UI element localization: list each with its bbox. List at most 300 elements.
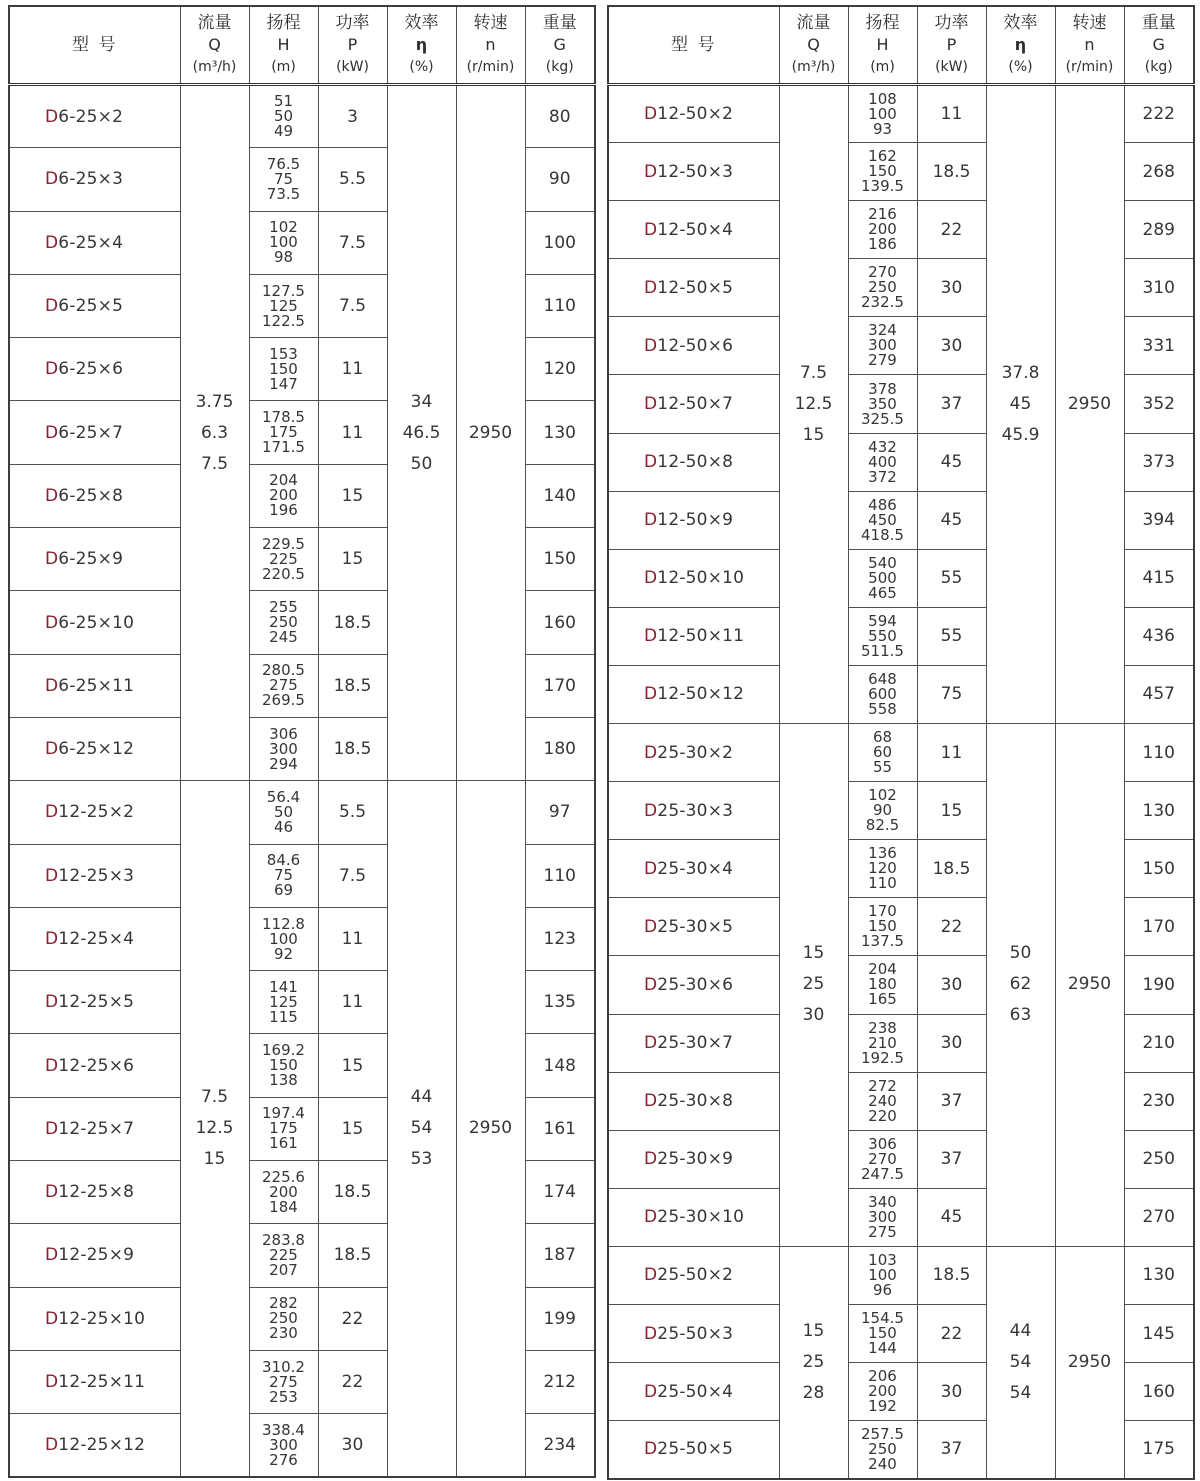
- header-power-name: 功率: [335, 13, 370, 33]
- power-value: 22: [917, 201, 986, 259]
- head-cell: [848, 898, 917, 956]
- flow-cell: [779, 724, 848, 1247]
- head-value: 306: [269, 724, 298, 743]
- flow-value: 25: [802, 974, 825, 995]
- header-power-unit: (kW): [935, 59, 968, 75]
- power-value: 18.5: [318, 717, 387, 780]
- head-value: 165: [868, 990, 897, 1009]
- power-value: 37: [917, 375, 986, 433]
- head-value: 279: [868, 351, 897, 370]
- head-value: 270: [868, 263, 897, 282]
- weight-value: 212: [525, 1350, 595, 1413]
- header-weight-symbol: G: [553, 35, 566, 54]
- header-weight-unit: (kg): [1144, 59, 1173, 75]
- power-value: 18.5: [917, 840, 986, 898]
- power-value: 22: [917, 1304, 986, 1362]
- power-value: 30: [917, 317, 986, 375]
- head-cell: [848, 782, 917, 840]
- head-cell: [249, 1161, 318, 1224]
- model-cell: [608, 491, 779, 549]
- head-value: 102: [269, 218, 298, 237]
- speed-cell: [1055, 1246, 1124, 1478]
- weight-value: 210: [1124, 1014, 1194, 1072]
- model-name: D12-50×8: [644, 452, 734, 473]
- efficiency-cell: [387, 781, 456, 1477]
- header-efficiency-symbol: η: [1014, 35, 1027, 54]
- header-efficiency-name: 效率: [1003, 13, 1038, 33]
- head-value: 175: [269, 1119, 298, 1138]
- table-row: [608, 724, 1194, 782]
- head-cell: [249, 1287, 318, 1350]
- power-value: 11: [318, 971, 387, 1034]
- head-value: 225: [269, 549, 298, 568]
- model-name: D6-25×4: [45, 232, 124, 253]
- head-value: 55: [872, 758, 893, 777]
- power-value: 55: [917, 549, 986, 607]
- header-power-symbol: P: [347, 35, 358, 54]
- model-name: D12-25×8: [45, 1182, 135, 1203]
- flow-value: 15: [802, 425, 825, 446]
- power-value: 11: [917, 724, 986, 782]
- head-value: 100: [269, 233, 298, 252]
- flow-value: 12.5: [195, 1118, 234, 1139]
- head-value: 230: [269, 1324, 298, 1343]
- header-head: [848, 6, 917, 85]
- model-cell: [608, 782, 779, 840]
- model-name: D12-25×3: [45, 865, 135, 886]
- head-cell: [848, 259, 917, 317]
- head-value: 103: [868, 1250, 897, 1269]
- header-speed: [1055, 6, 1124, 85]
- model-name: D12-25×4: [45, 929, 135, 949]
- head-value: 93: [872, 119, 893, 138]
- speed-value: 2950: [1067, 394, 1112, 415]
- head-value: 192: [868, 1397, 897, 1416]
- flow-value: 6.3: [200, 422, 229, 443]
- head-cell: [848, 1130, 917, 1188]
- power-value: 5.5: [318, 148, 387, 211]
- weight-value: 148: [525, 1034, 595, 1097]
- power-value: 18.5: [318, 1224, 387, 1287]
- power-value: 15: [917, 782, 986, 840]
- efficiency-value: 44: [1009, 1320, 1032, 1341]
- model-cell: [9, 1224, 180, 1287]
- weight-value: 170: [525, 654, 595, 717]
- model-name: D6-25×8: [45, 485, 124, 506]
- weight-value: 175: [1124, 1421, 1194, 1479]
- model-name: D25-30×2: [644, 742, 734, 763]
- header-efficiency-unit: (%): [409, 59, 434, 75]
- head-value: 137.5: [861, 932, 904, 951]
- head-value: 340: [868, 1192, 897, 1211]
- weight-value: 140: [525, 464, 595, 527]
- head-value: 338.4: [262, 1420, 305, 1439]
- flow-value: 7.5: [799, 363, 828, 384]
- head-value: 153: [269, 344, 298, 363]
- header-speed: [456, 6, 525, 85]
- head-value: 150: [269, 1056, 298, 1075]
- head-cell: [249, 401, 318, 464]
- head-value: 144: [868, 1339, 897, 1358]
- model-cell: [608, 143, 779, 201]
- power-value: 37: [917, 1421, 986, 1479]
- weight-value: 160: [1124, 1363, 1194, 1421]
- weight-value: 268: [1124, 143, 1194, 201]
- flow-value: 28: [802, 1382, 825, 1403]
- model-cell: [608, 317, 779, 375]
- head-value: 184: [269, 1197, 298, 1216]
- head-value: 294: [269, 754, 298, 773]
- head-value: 594: [868, 611, 897, 630]
- head-value: 162: [868, 147, 897, 166]
- head-value: 324: [868, 321, 897, 340]
- head-cell: [249, 528, 318, 591]
- head-cell: [848, 549, 917, 607]
- header-head-symbol: H: [277, 35, 290, 54]
- head-value: 46: [273, 817, 294, 836]
- efficiency-cell: [986, 1246, 1055, 1478]
- model-name: D25-30×3: [644, 800, 734, 821]
- flow-value: 25: [802, 1351, 825, 1372]
- model-cell: [608, 1363, 779, 1421]
- head-value: 127.5: [262, 281, 305, 300]
- head-value: 75: [273, 866, 294, 885]
- weight-value: 170: [1124, 898, 1194, 956]
- model-cell: [608, 375, 779, 433]
- flow-cell: [180, 781, 249, 1477]
- head-cell: [249, 781, 318, 844]
- model-cell: [608, 1130, 779, 1188]
- model-cell: [9, 1161, 180, 1224]
- weight-value: 150: [525, 528, 595, 591]
- head-cell: [848, 1421, 917, 1479]
- weight-value: 250: [1124, 1130, 1194, 1188]
- model-cell: [608, 724, 779, 782]
- table-row: [9, 781, 595, 844]
- power-value: 75: [917, 665, 986, 723]
- flow-value: 15: [203, 1149, 226, 1170]
- head-value: 200: [269, 1182, 298, 1201]
- head-value: 170: [868, 902, 897, 921]
- model-cell: [9, 1034, 180, 1097]
- head-value: 175: [269, 423, 298, 442]
- efficiency-value: 45.9: [1001, 425, 1040, 446]
- power-value: 11: [917, 85, 986, 143]
- power-value: 30: [318, 1414, 387, 1477]
- head-cell: [848, 1072, 917, 1130]
- header-power-unit: (kW): [336, 59, 369, 75]
- efficiency-value: 50: [1009, 943, 1032, 964]
- efficiency-value: 37.8: [1001, 363, 1040, 384]
- head-value: 178.5: [262, 408, 305, 427]
- header-efficiency: [387, 6, 456, 85]
- spec-table-left: [8, 5, 596, 1478]
- head-cell: [848, 433, 917, 491]
- head-value: 540: [868, 553, 897, 572]
- head-value: 110: [868, 874, 897, 893]
- model-cell: [608, 956, 779, 1014]
- head-value: 372: [868, 467, 897, 486]
- power-value: 45: [917, 433, 986, 491]
- model-cell: [9, 274, 180, 337]
- head-value: 69: [273, 881, 294, 900]
- power-value: 15: [318, 464, 387, 527]
- header-flow-unit: (m³/h): [192, 59, 237, 75]
- model-cell: [9, 1350, 180, 1413]
- head-cell: [848, 724, 917, 782]
- weight-value: 199: [525, 1287, 595, 1350]
- head-cell: [249, 1097, 318, 1160]
- table-row: [608, 85, 1194, 143]
- head-value: 257.5: [861, 1424, 904, 1443]
- head-value: 92: [273, 944, 294, 963]
- flow-cell: [180, 85, 249, 781]
- power-value: 7.5: [318, 274, 387, 337]
- power-value: 22: [318, 1350, 387, 1413]
- head-value: 210: [868, 1033, 897, 1052]
- head-value: 240: [868, 1454, 897, 1473]
- header-model: [608, 6, 779, 85]
- head-value: 76.5: [266, 154, 301, 173]
- head-value: 98: [273, 248, 294, 267]
- weight-value: 123: [525, 907, 595, 970]
- efficiency-value: 45: [1009, 394, 1032, 415]
- model-name: D12-50×2: [644, 104, 734, 125]
- efficiency-cell: [986, 724, 1055, 1247]
- head-value: 250: [868, 278, 897, 297]
- model-name: D25-30×10: [644, 1207, 745, 1228]
- head-value: 96: [872, 1280, 893, 1299]
- power-value: 37: [917, 1072, 986, 1130]
- head-value: 275: [269, 1372, 298, 1391]
- power-value: 11: [318, 401, 387, 464]
- weight-value: 289: [1124, 201, 1194, 259]
- model-name: D6-25×10: [45, 612, 135, 633]
- model-cell: [9, 528, 180, 591]
- efficiency-value: 34: [410, 391, 433, 412]
- weight-value: 352: [1124, 375, 1194, 433]
- head-value: 73.5: [266, 184, 301, 203]
- model-cell: [9, 1287, 180, 1350]
- head-value: 245: [269, 628, 298, 647]
- weight-value: 373: [1124, 433, 1194, 491]
- head-value: 275: [868, 1222, 897, 1241]
- model-name: D6-25×3: [45, 169, 124, 190]
- head-cell: [848, 1246, 917, 1304]
- head-cell: [249, 148, 318, 211]
- head-value: 648: [868, 669, 897, 688]
- head-value: 283.8: [262, 1230, 305, 1249]
- head-value: 90: [872, 801, 893, 820]
- header-speed-symbol: n: [485, 35, 496, 54]
- header-efficiency-symbol: η: [415, 35, 428, 54]
- head-cell: [249, 907, 318, 970]
- head-value: 300: [868, 1207, 897, 1226]
- power-value: 30: [917, 1014, 986, 1072]
- model-name: D6-25×2: [45, 106, 124, 127]
- efficiency-value: 54: [1009, 1351, 1032, 1372]
- head-cell: [848, 956, 917, 1014]
- head-value: 141: [269, 977, 298, 996]
- weight-value: 190: [1124, 956, 1194, 1014]
- header-flow: [180, 6, 249, 85]
- head-value: 82.5: [865, 816, 900, 835]
- head-value: 270: [868, 1149, 897, 1168]
- model-name: D12-25×12: [45, 1435, 146, 1456]
- efficiency-value: 46.5: [402, 422, 441, 443]
- flow-value: 30: [802, 1005, 825, 1026]
- head-value: 378: [868, 379, 897, 398]
- efficiency-cell: [986, 85, 1055, 724]
- head-value: 282: [269, 1294, 298, 1313]
- head-value: 220.5: [262, 564, 305, 583]
- head-cell: [249, 717, 318, 780]
- weight-value: 97: [525, 781, 595, 844]
- model-name: D6-25×7: [45, 422, 124, 443]
- model-cell: [9, 717, 180, 780]
- model-name: D6-25×9: [45, 549, 124, 570]
- head-value: 112.8: [262, 914, 305, 933]
- head-value: 186: [868, 235, 897, 254]
- weight-value: 187: [525, 1224, 595, 1287]
- header-weight-name: 重量: [542, 13, 577, 33]
- head-value: 139.5: [861, 177, 904, 196]
- model-name: D12-50×3: [644, 161, 734, 182]
- weight-value: 130: [525, 401, 595, 464]
- head-value: 51: [273, 92, 294, 111]
- model-cell: [9, 338, 180, 401]
- head-value: 150: [269, 359, 298, 378]
- head-value: 84.6: [266, 851, 301, 870]
- model-name: D12-25×11: [45, 1372, 146, 1393]
- power-value: 55: [917, 607, 986, 665]
- head-value: 511.5: [861, 641, 904, 660]
- head-value: 275: [269, 676, 298, 695]
- model-name: D25-30×6: [644, 974, 734, 995]
- header-weight-unit: (kg): [545, 59, 574, 75]
- weight-value: 80: [525, 85, 595, 148]
- efficiency-value: 54: [1009, 1382, 1032, 1403]
- power-value: 18.5: [318, 591, 387, 654]
- model-name: D12-50×9: [644, 510, 734, 531]
- weight-value: 130: [1124, 1246, 1194, 1304]
- table-row: [9, 85, 595, 148]
- speed-cell: [1055, 724, 1124, 1247]
- flow-value: 15: [802, 943, 825, 964]
- model-name: D12-50×7: [644, 394, 734, 415]
- head-cell: [848, 607, 917, 665]
- weight-value: 234: [525, 1414, 595, 1477]
- model-name: D6-25×5: [45, 296, 124, 317]
- header-head-unit: (m): [271, 59, 296, 75]
- head-value: 154.5: [861, 1309, 904, 1328]
- head-value: 250: [269, 1309, 298, 1328]
- model-cell: [9, 211, 180, 274]
- model-name: D25-50×4: [644, 1381, 734, 1402]
- header-power: [318, 6, 387, 85]
- head-value: 150: [868, 162, 897, 181]
- weight-value: 161: [525, 1097, 595, 1160]
- head-cell: [848, 491, 917, 549]
- weight-value: 145: [1124, 1304, 1194, 1362]
- model-cell: [608, 607, 779, 665]
- power-value: 45: [917, 1188, 986, 1246]
- power-value: 18.5: [318, 1161, 387, 1224]
- power-value: 30: [917, 956, 986, 1014]
- model-name: D25-50×3: [644, 1323, 734, 1344]
- header-efficiency-unit: (%): [1008, 59, 1033, 75]
- model-cell: [608, 201, 779, 259]
- weight-value: 331: [1124, 317, 1194, 375]
- model-name: D6-25×12: [45, 739, 135, 760]
- head-cell: [249, 274, 318, 337]
- efficiency-value: 44: [410, 1087, 433, 1108]
- header-model: [9, 6, 180, 85]
- model-cell: [608, 1072, 779, 1130]
- weight-value: 110: [1124, 724, 1194, 782]
- head-value: 50: [273, 802, 294, 821]
- head-value: 125: [269, 992, 298, 1011]
- weight-value: 120: [525, 338, 595, 401]
- head-value: 75: [273, 169, 294, 188]
- flow-value: 7.5: [200, 453, 229, 474]
- power-value: 18.5: [318, 654, 387, 717]
- head-value: 169.2: [262, 1041, 305, 1060]
- model-name: D12-50×5: [644, 277, 734, 298]
- head-value: 147: [269, 374, 298, 393]
- efficiency-value: 53: [410, 1149, 433, 1170]
- efficiency-value: 50: [410, 453, 433, 474]
- model-name: D12-25×5: [45, 992, 135, 1013]
- head-value: 192.5: [861, 1048, 904, 1067]
- head-value: 220: [868, 1106, 897, 1125]
- header-flow-symbol: Q: [807, 35, 820, 54]
- model-cell: [608, 1421, 779, 1479]
- model-cell: [9, 1097, 180, 1160]
- weight-value: 394: [1124, 491, 1194, 549]
- head-value: 196: [269, 501, 298, 520]
- model-cell: [9, 844, 180, 907]
- model-name: D12-50×11: [644, 626, 745, 647]
- speed-cell: [1055, 85, 1124, 724]
- table-body: [9, 85, 595, 1478]
- head-value: 250: [269, 613, 298, 632]
- speed-cell: [456, 781, 525, 1477]
- power-value: 18.5: [917, 143, 986, 201]
- weight-value: 160: [525, 591, 595, 654]
- head-cell: [848, 1188, 917, 1246]
- head-value: 465: [868, 583, 897, 602]
- model-cell: [9, 781, 180, 844]
- weight-value: 135: [525, 971, 595, 1034]
- power-value: 30: [917, 259, 986, 317]
- head-value: 280.5: [262, 661, 305, 680]
- head-value: 240: [868, 1091, 897, 1110]
- speed-value: 2950: [1067, 974, 1112, 995]
- head-cell: [249, 464, 318, 527]
- head-value: 108: [868, 89, 897, 108]
- head-value: 486: [868, 495, 897, 514]
- model-cell: [9, 971, 180, 1034]
- header-speed-symbol: n: [1084, 35, 1095, 54]
- header-power-symbol: P: [946, 35, 957, 54]
- model-cell: [608, 898, 779, 956]
- model-name: D6-25×11: [45, 675, 135, 696]
- head-cell: [848, 1363, 917, 1421]
- header-row: [608, 6, 1194, 85]
- header-row: [9, 6, 595, 85]
- head-cell: [848, 143, 917, 201]
